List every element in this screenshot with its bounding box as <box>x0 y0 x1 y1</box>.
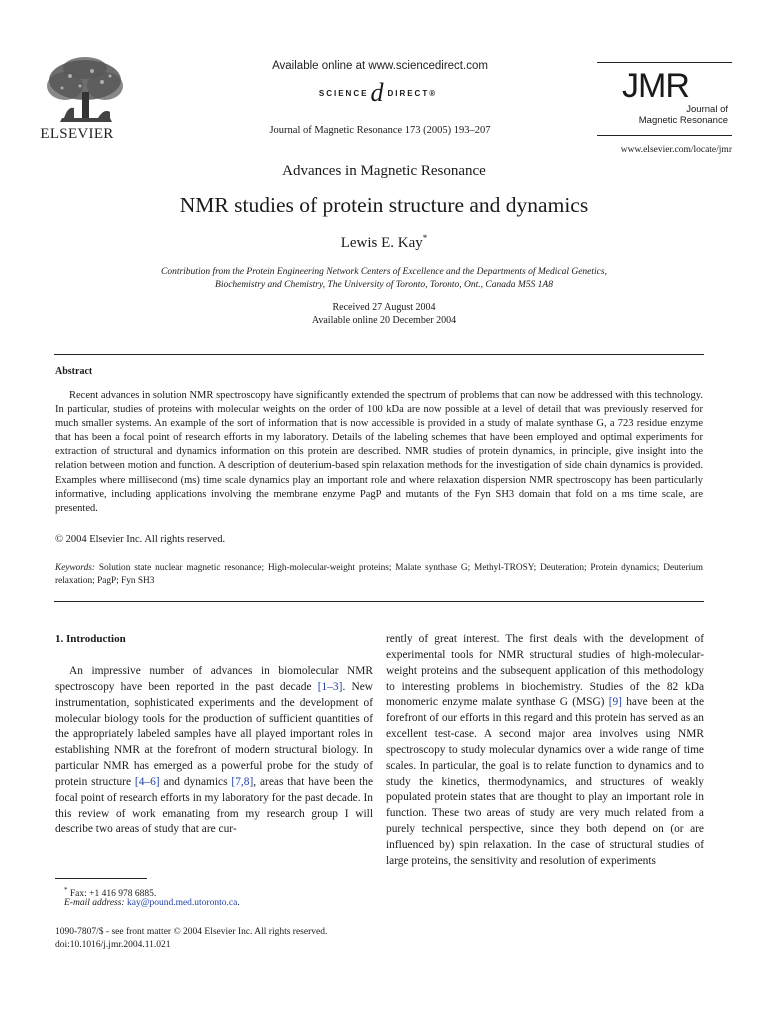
sciencedirect-right: DIRECT® <box>387 88 438 98</box>
front-matter-doi: doi:10.1016/j.jmr.2004.11.021 <box>55 940 171 950</box>
citation-link[interactable]: [9] <box>608 696 622 709</box>
abstract-copyright: © 2004 Elsevier Inc. All rights reserved. <box>55 534 226 545</box>
affiliation-line1: Contribution from the Protein Engineering Network Centers of Excellence and the Departments of Medical Genetics, <box>161 267 607 277</box>
section-title: Advances in Magnetic Resonance <box>282 163 486 179</box>
front-matter-issn: 1090-7807/$ - see front matter © 2004 Elsevier Inc. All rights reserved. <box>55 927 328 937</box>
jmr-logo: JMR <box>622 67 689 105</box>
intro-text-c: and dynamics <box>159 775 232 788</box>
author-name <box>40 233 728 252</box>
intro-text-f: have been at the forefront of our efforts in this regard and this protein has served as an excellent test-case. A second major area involves using NMR spectroscopy to study molecular dynamics over a wide range of time scales. In particular, the goal is to relate function to dynamics and to study the kinetics, thermodynamics, and structures of weakly populated protein states that are thought to play an important role in function. These two areas of study are very much related from a purely technical perspective, since they both depend on (or are influenced by) spin relaxation. In the case of structural studies of large proteins, the sensitivity and resolution of experiments <box>386 696 704 867</box>
keywords-label: Keywords: <box>55 563 95 573</box>
abstract-text: Recent advances in solution NMR spectroscopy have significantly extended the spectrum of problems that can now be addressed with this technology. In particular, studies of proteins with molecular weights on the order of 100 kDa are now possible at a level of detail that was previously reserved for much smaller systems. An example of the sort of information that is now accessible is provided in a study of malate synthase G, a 723 residue enzyme that has been a focal point of research efforts in my laboratory. Details of the labeling schemes that have been employed and optimal experiments for extraction of structural and dynamics information on this protein are described. NMR studies of protein dynamics, in principle, give insight into the relation between motion and function. A description of deuterium-based spin relaxation methods for the investigation of side chain dynamics is provided. Examples where millisecond (ms) time scale dynamics play an important role and where relaxation dispersion NMR spectroscopy has been particularly informative, including applications involving the membrane enzyme PagP and mutants of the Fyn SH3 domain that fold on a ms time scale, are presented. <box>55 390 703 514</box>
email-end: . <box>237 898 240 908</box>
jmr-journal-name <box>597 104 728 126</box>
article-dates <box>40 301 728 327</box>
intro-text-e: rently of great interest. The first deals with the development of experimental tools for NMR structural studies of high-molecular-weight proteins and the subsequent application of this methodology to interesting problems in biochemistry. Studies of the 82 kDa monomeric enzyme malate synthase G (MSG) <box>386 633 704 709</box>
abstract-top-rule <box>54 354 704 355</box>
sciencedirect-left: SCIENCE <box>318 88 369 98</box>
footnote-rule <box>55 878 147 879</box>
sciencedirect-d: d <box>370 78 386 107</box>
publisher-name: ELSEVIER <box>40 126 114 142</box>
received-date: Received 27 August 2004 <box>332 302 436 313</box>
jmr-bottom-rule <box>597 135 732 136</box>
keywords-list: Solution state nuclear magnetic resonance; High-molecular-weight proteins; Malate synthase G; Methyl-TROSY; Deuteration; Protein dynamics; Deuterium relaxation; PagP; Fyn SH3 <box>55 563 704 586</box>
intro-left-column <box>55 664 373 838</box>
online-date: Available online 20 December 2004 <box>311 315 457 326</box>
journal-website-link[interactable]: www.elsevier.com/locate/jmr <box>620 145 732 155</box>
sciencedirect-logo <box>268 80 488 106</box>
author: Lewis E. Kay <box>340 235 423 251</box>
journal-citation: Journal of Magnetic Resonance 173 (2005) 193–207 <box>269 125 491 136</box>
elsevier-tree-logo <box>40 56 130 126</box>
author-footnote-mark[interactable]: * <box>422 233 428 243</box>
abstract-heading: Abstract <box>55 366 93 377</box>
footnote-email <box>64 897 240 909</box>
email-link[interactable]: kay@pound.med.utoronto.ca <box>126 898 238 908</box>
available-online-text: Available online at www.sciencedirect.com <box>272 60 488 72</box>
intro-text-d: , areas that have been the focal point of research efforts in my laboratory for the past decade. In this review of work emanating from my research group I will describe two areas of study that are cur- <box>55 775 373 836</box>
jmr-top-rule <box>597 62 732 63</box>
intro-right-column <box>386 632 704 870</box>
abstract-bottom-rule <box>54 601 704 602</box>
keywords <box>55 562 703 587</box>
fax-text: Fax: +1 416 978 6885. <box>69 889 157 900</box>
citation-link[interactable]: [7,8] <box>231 775 254 788</box>
email-label: E-mail address: <box>64 898 125 908</box>
affiliation <box>40 266 728 292</box>
affiliation-line2: Biochemistry and Chemistry, The University of Toronto, Toronto, Ont., Canada M5S 1A8 <box>215 280 553 290</box>
intro-text-a: An impressive number of advances in biomolecular NMR spectroscopy have been reported in the past decade <box>55 665 373 693</box>
jmr-sub-line2: Magnetic Resonance <box>638 115 728 126</box>
citation-link[interactable]: [4–6] <box>134 775 160 788</box>
intro-text-b: . New instrumentation, sophisticated experiments and the development of molecular biology tools for the production of sufficient quantities of the appropriately labeled samples have all played important roles in establishing NMR at the forefront of modern structural biology. In particular NMR has emerged as a powerful probe for the study of protein structure <box>55 680 373 788</box>
jmr-sub-line1: Journal of <box>686 104 728 115</box>
introduction-heading: 1. Introduction <box>55 633 126 645</box>
footnote-mark: * <box>64 886 68 894</box>
article-title: NMR studies of protein structure and dynamics <box>179 193 589 217</box>
citation-link[interactable]: [1–3] <box>317 680 343 693</box>
